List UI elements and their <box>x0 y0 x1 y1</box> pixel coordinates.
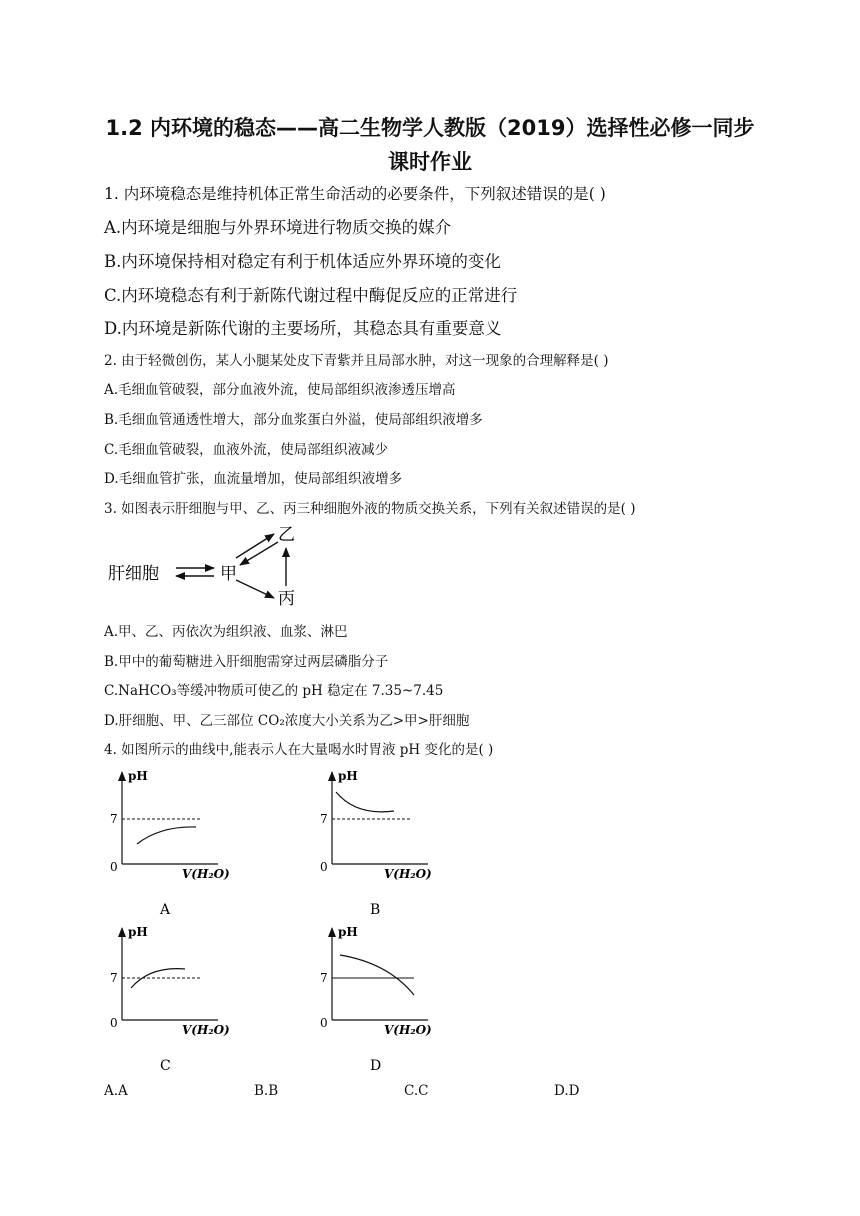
graph-a <box>100 764 240 924</box>
exchange-diagram <box>100 522 310 612</box>
graph-b-ylabel: pH <box>338 769 358 783</box>
arrow-jia-to-bing <box>236 580 274 598</box>
graph-a-ylabel: pH <box>128 769 148 783</box>
question-4-answer-b: B.B <box>254 1083 279 1099</box>
graph-b-label: B <box>370 902 381 918</box>
question-4-answer-a: A.A <box>104 1083 128 1099</box>
question-2-option-b: B.毛细血管通透性增大，部分血浆蛋白外溢，使局部组织液增多 <box>104 412 483 428</box>
graph-b-origin: 0 <box>320 860 328 874</box>
graph-c-ref: 7 <box>110 971 118 985</box>
arrow-jia-to-yi <box>236 534 274 558</box>
graph-c <box>100 920 240 1080</box>
question-3-stem: 3. 如图表示肝细胞与甲、乙、丙三种细胞外液的物质交换关系，下列有关叙述错误的是( ) <box>104 501 636 517</box>
diagram-label-yi: 乙 <box>278 525 295 545</box>
question-4-answer-c: C.C <box>404 1083 429 1099</box>
question-1-option-b: B.内环境保持相对稳定有利于机体适应外界环境的变化 <box>104 252 501 271</box>
graph-d-ylabel: pH <box>338 925 358 939</box>
question-3-option-b: B.甲中的葡萄糖进入肝细胞需穿过两层磷脂分子 <box>104 654 389 670</box>
graph-d <box>310 920 450 1080</box>
graph-b-xlabel: V(H₂O) <box>384 867 432 881</box>
question-4-answer-d: D.D <box>554 1083 580 1099</box>
graph-b <box>310 764 450 924</box>
graph-d-ref: 7 <box>320 971 328 985</box>
graph-d-origin: 0 <box>320 1016 328 1030</box>
question-1-stem: 1. 内环境稳态是维持机体正常生命活动的必要条件，下列叙述错误的是( ) <box>104 185 606 203</box>
question-2-option-a: A.毛细血管破裂，部分血液外流，使局部组织液渗透压增高 <box>104 382 456 398</box>
graph-a-origin: 0 <box>110 860 118 874</box>
graph-c-label: C <box>160 1058 171 1074</box>
diagram-label-liver: 肝细胞 <box>108 564 159 584</box>
graph-c-xlabel: V(H₂O) <box>182 1023 230 1037</box>
question-1-option-c: C.内环境稳态有利于新陈代谢过程中酶促反应的正常进行 <box>104 286 518 305</box>
question-1-option-a: A.内环境是细胞与外界环境进行物质交换的媒介 <box>104 218 452 237</box>
page-title-line2: 课时作业 <box>388 150 472 174</box>
graph-d-curve <box>340 955 414 995</box>
question-3-option-c: C.NaHCO₃等缓冲物质可使乙的 pH 稳定在 7.35~7.45 <box>104 683 444 699</box>
question-3-option-d: D.肝细胞、甲、乙三部位 CO₂浓度大小关系为乙>甲>肝细胞 <box>104 713 470 729</box>
graph-d-xlabel: V(H₂O) <box>384 1023 432 1037</box>
question-1-option-d: D.内环境是新陈代谢的主要场所，其稳态具有重要意义 <box>104 319 502 338</box>
graph-a-ref: 7 <box>110 812 118 826</box>
question-3-option-a: A.甲、乙、丙依次为组织液、血浆、淋巴 <box>104 624 348 640</box>
graph-c-origin: 0 <box>110 1016 118 1030</box>
graph-a-label: A <box>160 902 171 918</box>
graph-b-ref: 7 <box>320 812 328 826</box>
graph-b-curve <box>336 792 394 812</box>
graph-a-xlabel: V(H₂O) <box>182 867 230 881</box>
question-2-stem: 2. 由于轻微创伤，某人小腿某处皮下青紫并且局部水肿，对这一现象的合理解释是( ) <box>104 353 609 369</box>
graph-a-curve <box>137 827 196 844</box>
graph-d-label: D <box>370 1058 382 1074</box>
page-title-line1: 1.2 内环境的稳态——高二生物学人教版（2019）选择性必修一同步 <box>105 116 755 140</box>
question-2-option-d: D.毛细血管扩张，血流量增加，使局部组织液增多 <box>104 471 403 487</box>
arrow-yi-to-jia <box>240 542 278 565</box>
diagram-label-jia: 甲 <box>220 564 237 584</box>
question-4-stem: 4. 如图所示的曲线中,能表示人在大量喝水时胃液 pH 变化的是( ) <box>104 742 494 758</box>
question-2-option-c: C.毛细血管破裂，血液外流，使局部组织液减少 <box>104 442 389 458</box>
diagram-label-bing: 丙 <box>278 589 295 609</box>
graph-c-ylabel: pH <box>128 925 148 939</box>
